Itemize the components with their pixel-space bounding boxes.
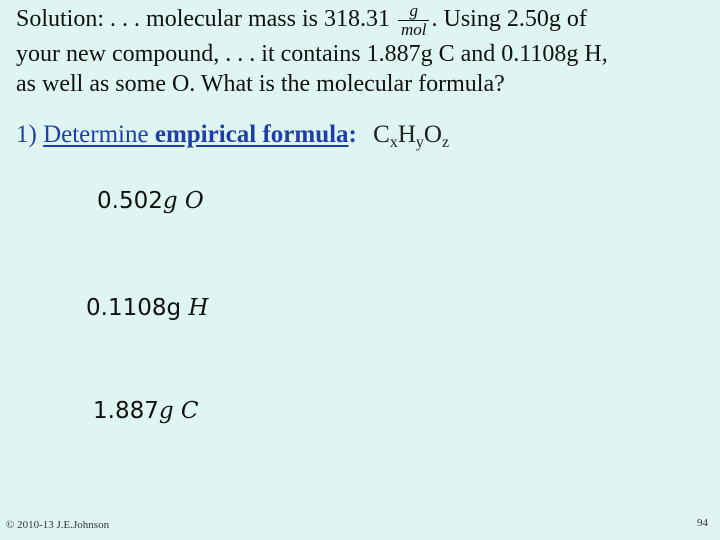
problem-text-1a: Solution: . . . molecular mass is 318.31: [16, 6, 390, 33]
step-colon: :: [348, 121, 357, 148]
step-bold-text: empirical formula: [154, 121, 349, 148]
fraction-numerator: g: [409, 1, 418, 20]
problem-text-1b: . Using 2.50g of: [431, 6, 587, 33]
formula-sub-x: x: [389, 134, 398, 151]
mass-oxygen-unit: g: [162, 188, 178, 214]
formula-element-o: O: [423, 121, 442, 148]
mass-carbon-symbol: C: [180, 398, 199, 424]
page-number: 94: [697, 517, 708, 529]
fraction-denominator: mol: [398, 20, 430, 39]
formula-element-h: H: [397, 121, 416, 148]
mass-hydrogen: [86, 295, 208, 321]
problem-line-2: your new compound, . . . it contains 1.887g C and 0.1108g H,: [16, 41, 608, 67]
step-title: [43, 121, 348, 148]
mass-oxygen-value: 0.502: [97, 188, 163, 214]
formula-sub-z: z: [441, 134, 450, 151]
empirical-formula: [373, 121, 450, 151]
formula-element-c: C: [373, 121, 390, 148]
mass-carbon: [93, 398, 199, 424]
step-number: 1): [16, 121, 37, 148]
problem-line-3: as well as some O. What is the molecular formula?: [16, 71, 505, 97]
mass-hydrogen-value: 0.1108g: [86, 295, 182, 321]
formula-sub-y: y: [415, 134, 424, 151]
mass-oxygen: [97, 188, 204, 214]
unit-fraction: [398, 2, 430, 39]
problem-statement: [16, 2, 716, 99]
mass-carbon-unit: g: [158, 398, 174, 424]
mass-carbon-value: 1.887: [93, 398, 159, 424]
copyright-footer: © 2010-13 J.E.Johnson: [6, 519, 110, 531]
step-text: Determine: [43, 121, 149, 148]
problem-line-1: [16, 2, 716, 39]
mass-hydrogen-symbol: H: [188, 295, 209, 321]
step-heading: [16, 118, 449, 160]
mass-oxygen-symbol: O: [184, 188, 204, 214]
